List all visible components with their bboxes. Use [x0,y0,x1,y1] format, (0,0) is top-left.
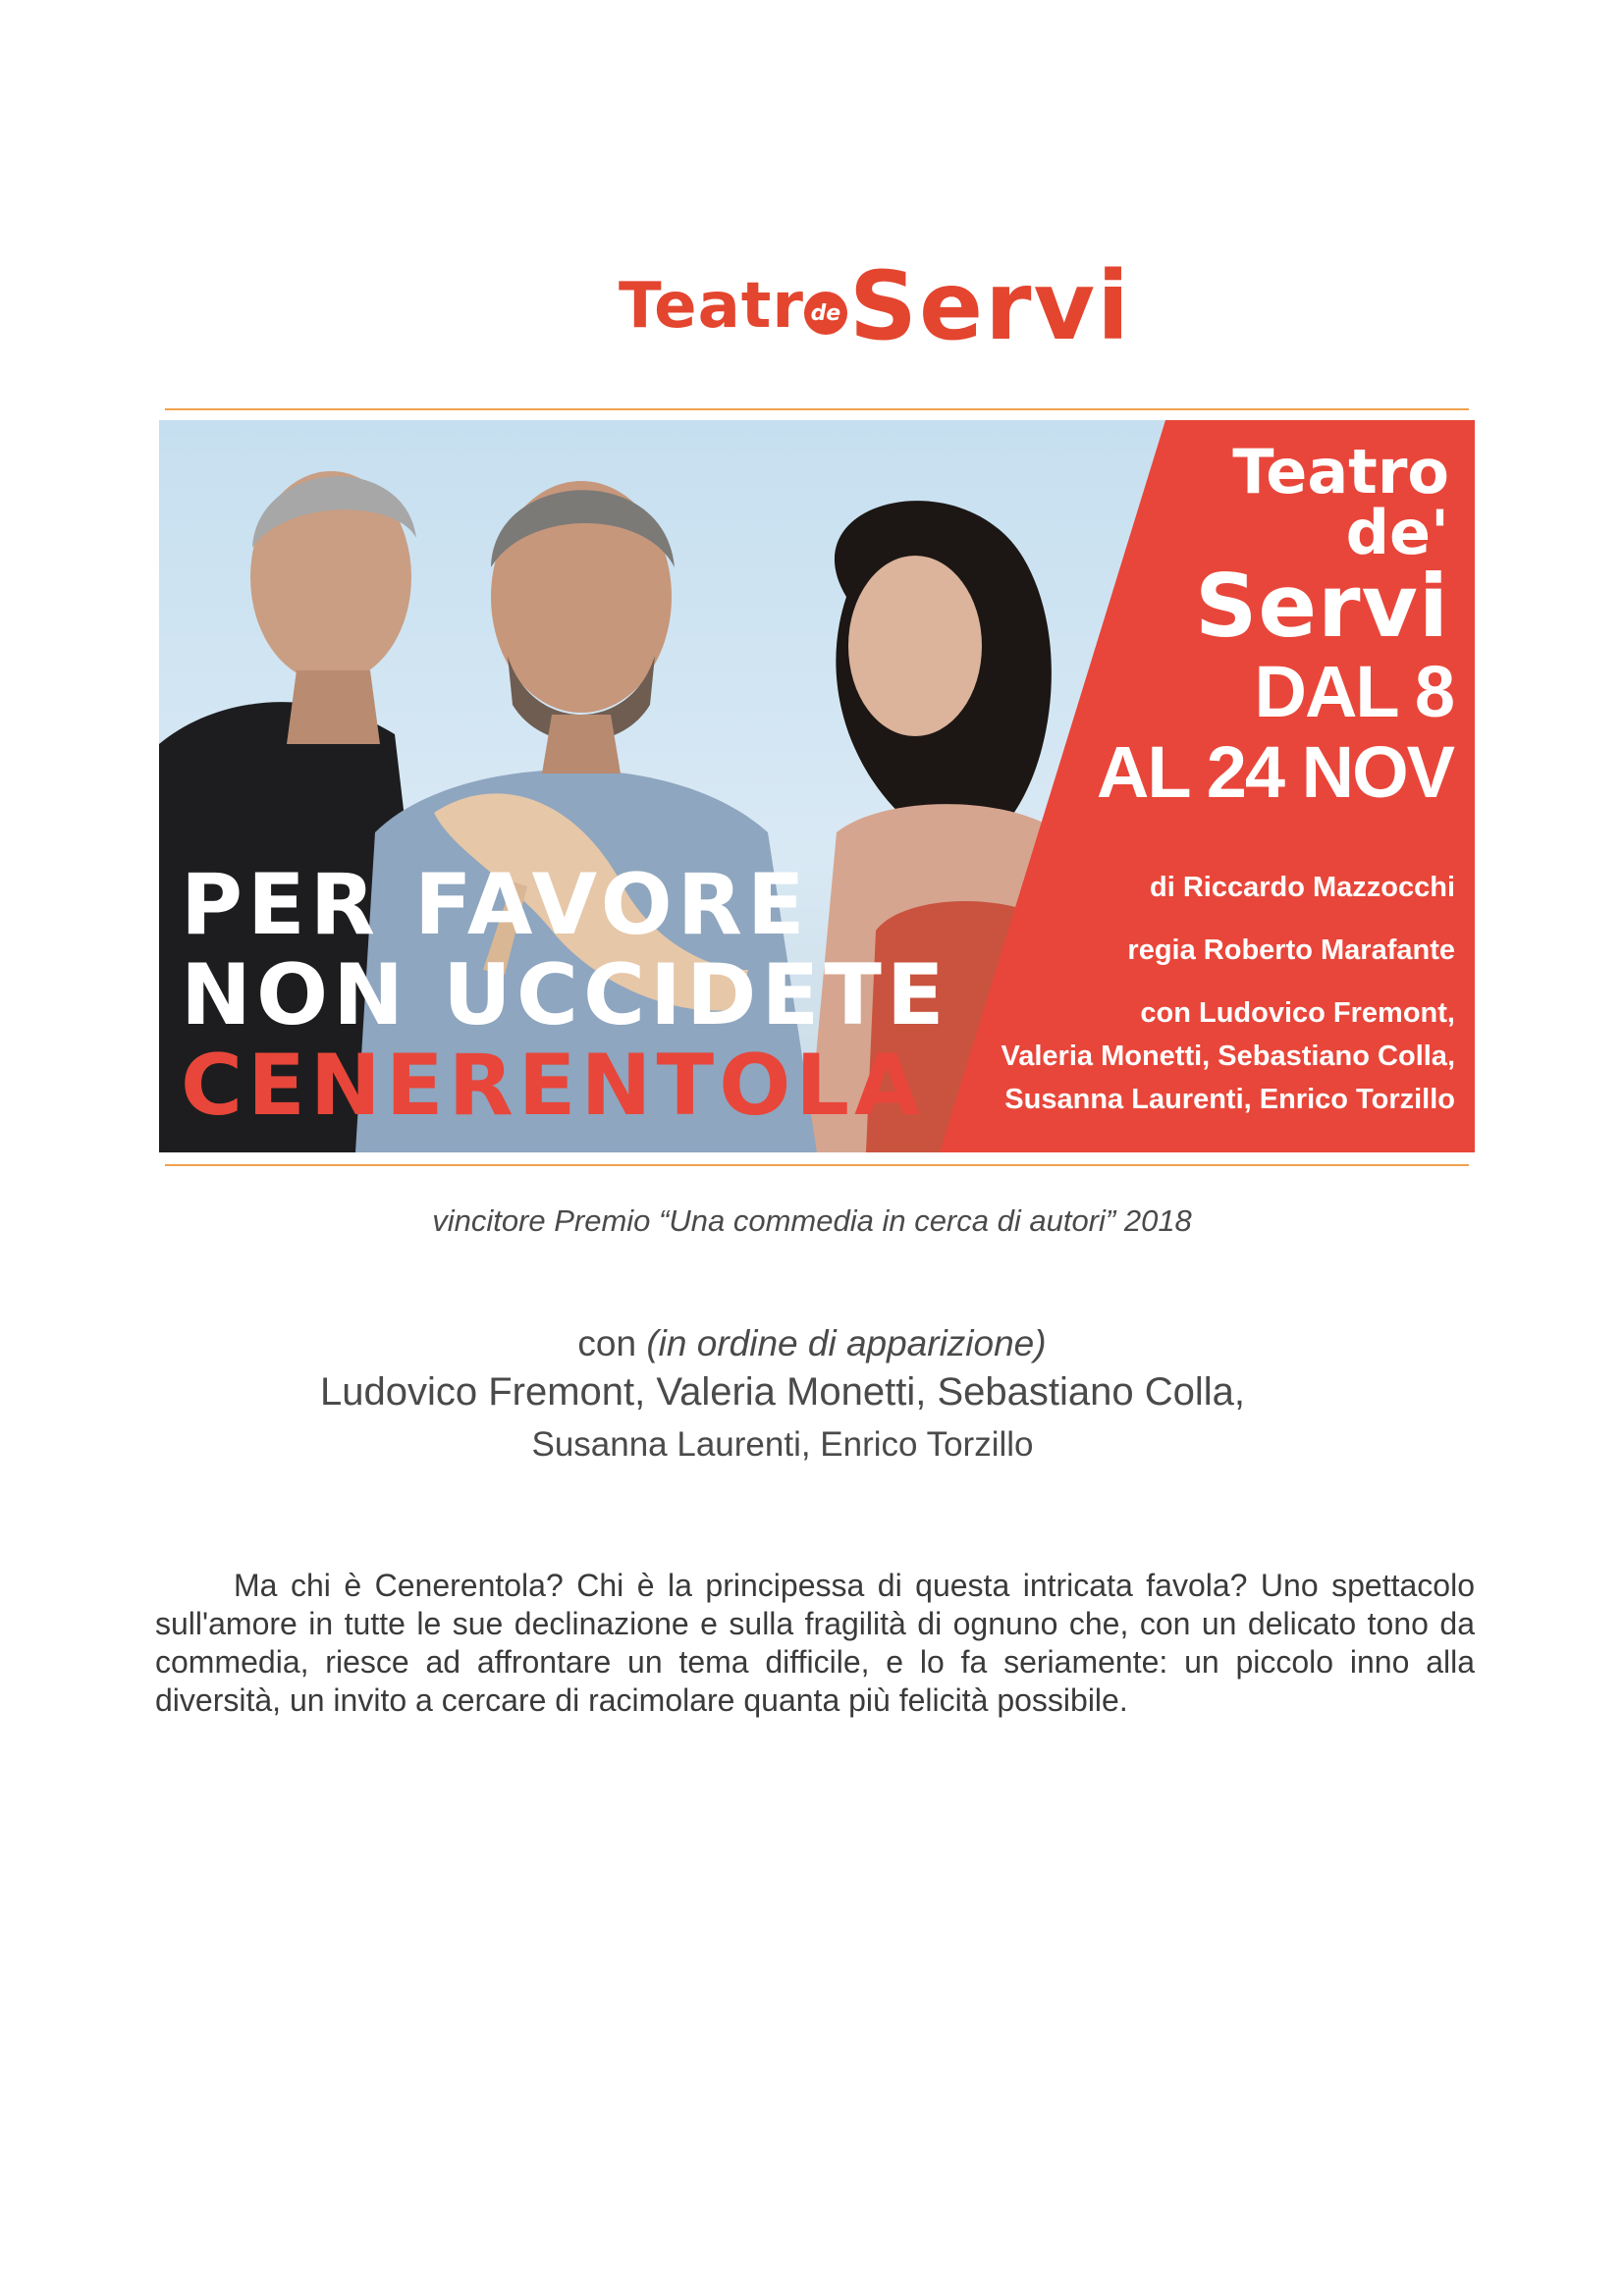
show-title [181,856,949,1135]
logo-word-teatro: Teatr [619,270,804,343]
dates-line1: DAL 8 [1254,651,1453,732]
title-line2: NON UCCIDETE [181,946,949,1044]
credit-author: di Riccardo Mazzocchi [1149,872,1455,903]
banner-credits [905,866,1455,1121]
banner-logo [1155,436,1449,657]
cast-heading [0,1323,1624,1364]
award-line: vincitore Premio “Una commedia in cerca di autori” 2018 [432,1203,1192,1238]
cast-prefix: con [577,1323,647,1363]
cast-line1: Ludovico Fremont, Valeria Monetti, Sebastiano Colla, [320,1370,1245,1414]
dates-line2: AL 24 NOV [1096,731,1453,813]
credit-cast-3: Susanna Laurenti, Enrico Torzillo [1004,1084,1455,1115]
bottom-divider [165,1164,1469,1166]
cast-line2: Susanna Laurenti, Enrico Torzillo [531,1425,1034,1464]
credit-cast-1: con Ludovico Fremont, [1140,997,1455,1029]
credit-director: regia Roberto Marafante [1127,934,1455,966]
show-banner [159,420,1475,1152]
synopsis-paragraph: Ma chi è Cenerentola? Chi è la principessa di questa intricata favola? Uno spettacolo sull'amore in tutte le sue declinazione e sulla fragilità di ognuno che, con un delicato tono da commedia, riesce ad affrontare un tema difficile, e lo fa seriamente: un piccolo inno alla diversità, un invito a cercare di racimolare quanta più felicità possibile. [155,1568,1475,1718]
logo-word-de: de [804,292,847,335]
logo-word-servi: Servi [848,251,1131,361]
cast-order-note: (in ordine di apparizione) [646,1323,1047,1363]
credit-cast-2: Valeria Monetti, Sebastiano Colla, [1001,1041,1455,1072]
banner-logo-line2: Servi [1195,556,1449,657]
banner-logo-line1: Teatro de' [1232,436,1449,568]
teatro-de-servi-logo [619,251,1247,361]
title-line3: CENERENTOLA [181,1037,925,1135]
banner-dates [1041,652,1453,813]
top-divider [165,408,1469,410]
title-line1: PER FAVORE [181,856,810,954]
